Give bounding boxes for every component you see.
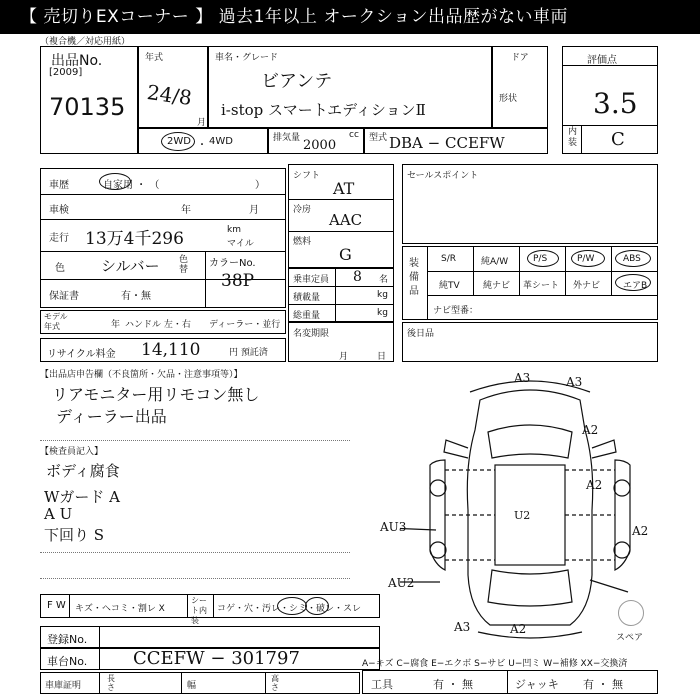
chassis-row	[40, 648, 380, 670]
year-label: 年式	[145, 53, 164, 63]
car-grade: i-stop スマートエディションⅡ	[221, 101, 426, 119]
mark-right-a2b: A2	[586, 478, 603, 492]
condition-items-2: コゲ・穴・汚レ・シミ・破レ・スレ	[217, 604, 362, 614]
interior-grade: C	[611, 129, 625, 150]
recycle-unit: 円 預託済	[229, 348, 268, 358]
history-close: ）	[255, 180, 265, 191]
form-note: （複合機／対応用紙）	[40, 37, 131, 47]
condition-items: キズ・ヘコミ・割レ X	[75, 604, 165, 614]
car-name-box	[208, 46, 492, 128]
model-label: 型式	[369, 133, 388, 143]
equipment-label: 装備品	[409, 258, 419, 297]
tools-row	[362, 670, 658, 694]
registration-label: 登録No.	[47, 633, 88, 646]
color-no-label: カラーNo.	[209, 258, 256, 269]
equip-ext-navi: 外ナビ	[573, 281, 601, 291]
inspector-label: 【検査員記入】	[40, 447, 104, 457]
mileage-label: 走行	[49, 233, 69, 244]
drive-box	[138, 128, 268, 154]
cert-width: 幅	[187, 681, 197, 691]
mileage-value: 13万4千296	[85, 229, 184, 249]
ac-label: 冷房	[293, 205, 312, 215]
model-year-unit: 年	[111, 320, 121, 330]
door-label: ドア	[511, 53, 529, 63]
condition-stain-circle	[277, 597, 307, 615]
color-change-label: 色替	[179, 255, 189, 275]
equipment-box	[402, 246, 658, 320]
mark-front-a3-right: A3	[566, 375, 583, 389]
score-box	[562, 46, 658, 154]
mark-front-a3-left: A3	[514, 371, 531, 385]
spare-label: スペア	[616, 633, 644, 643]
condition-mark-circle	[305, 597, 329, 615]
displacement-unit: cc	[349, 130, 359, 140]
equip-sr: S/R	[441, 254, 456, 264]
seller-notes-label: 【出品店申告欄（不良箇所・欠品・注意事項等）】	[40, 370, 243, 380]
displacement-box	[268, 128, 364, 154]
jack-label: ジャッキ	[515, 678, 559, 691]
equip-navi: 純ナビ	[483, 281, 511, 291]
reg-change-label: 名変期限	[293, 329, 330, 339]
model-code: DBA − CCEFW	[389, 134, 505, 152]
capacity-box	[288, 268, 394, 322]
equip-pw: P/W	[577, 254, 595, 264]
km-unit: km	[227, 225, 241, 235]
capacity-unit: 名	[379, 275, 389, 285]
spare-tire-icon	[618, 600, 644, 626]
model-year-label: モデル年式	[44, 312, 68, 331]
shift-value: AT	[333, 179, 355, 198]
reg-change-month: 月	[339, 352, 349, 362]
mark-center-u2: U2	[514, 509, 531, 522]
month-unit: 月	[197, 118, 207, 128]
recycle-label: リサイクル料金	[47, 349, 116, 360]
displacement-label: 排気量	[273, 133, 301, 143]
fuel-value: G	[339, 245, 352, 264]
registration-row	[40, 626, 380, 648]
damage-code-legend: A−キズ C−腐食 E−エクボ S−サビ U−凹ミ W−補修 XX−交換済	[362, 659, 628, 669]
dealer-label: ディーラー・並行	[209, 320, 281, 330]
cert-length: 長さ	[107, 674, 115, 692]
mark-rear-a3: A3	[454, 620, 471, 634]
equip-aw: 純A/W	[481, 257, 509, 267]
mile-unit: マイル	[227, 239, 254, 249]
condition-row	[40, 594, 380, 625]
gross-unit: kg	[377, 308, 388, 318]
tools-label: 工具	[371, 678, 393, 691]
gross-label: 総重量	[293, 311, 321, 321]
reg-change-box	[288, 322, 394, 362]
equip-airbag: エアB	[623, 281, 648, 291]
fuel-label: 燃料	[293, 237, 312, 247]
spec-box	[288, 164, 394, 268]
warranty-label: 保証書	[49, 291, 79, 302]
mark-left-au2: AU2	[388, 576, 415, 590]
history-options: 自家用 ・ （	[103, 180, 160, 191]
lot-number-box	[40, 46, 138, 154]
lot-sub: [2009]	[49, 67, 83, 78]
model-code-box	[364, 128, 548, 154]
recycle-row	[40, 338, 286, 362]
load-unit: kg	[377, 290, 388, 300]
shift-label: シフト	[293, 171, 321, 181]
lot-number: 70135	[49, 93, 126, 121]
year-value: 24/8	[145, 79, 194, 111]
equip-abs: ABS	[623, 254, 641, 264]
condition-sheet: シート内装	[191, 596, 207, 625]
chassis-label: 車台No.	[47, 655, 88, 668]
door-shape-box	[492, 46, 548, 128]
car-name: ビアンテ	[261, 71, 333, 92]
later-date-box	[402, 322, 658, 362]
inspector-line-1: ボディ腐食	[46, 462, 120, 480]
warranty-options: 有・無	[121, 291, 151, 302]
vehicle-info-table	[40, 168, 286, 308]
load-label: 積載量	[293, 293, 321, 303]
history-label: 車歴	[49, 180, 69, 191]
navi-model-label: ナビ型番：	[433, 306, 479, 316]
drive-sep: ・	[197, 140, 207, 151]
reg-change-day: 日	[377, 352, 387, 362]
sales-points-box	[402, 164, 658, 244]
displacement-value: 2000	[303, 138, 337, 153]
cert-label: 車庫証明	[45, 681, 82, 691]
mark-right-a2c: A2	[632, 524, 649, 538]
recycle-value: 14,110	[141, 340, 201, 360]
score-value: 3.5	[593, 87, 638, 120]
later-date-label: 後日品	[407, 329, 435, 339]
inspector-line-4: 下回り S	[44, 526, 105, 544]
score-label: 評価点	[587, 55, 617, 66]
color-no-value: 38P	[221, 271, 255, 291]
color-value: シルバー	[101, 257, 160, 275]
equip-tv: 純TV	[439, 281, 460, 291]
cert-height: 高さ	[271, 674, 279, 692]
banner-title: 【 売切りEXコーナー 】 過去1年以上 オークション出品歴がない車両	[0, 0, 700, 34]
mark-right-a2: A2	[582, 423, 599, 437]
capacity-value: 8	[353, 269, 362, 285]
jack-options: 有 ・ 無	[583, 678, 623, 691]
chassis-value: CCEFW − 301797	[133, 648, 300, 669]
capacity-label: 乗車定員	[293, 275, 330, 285]
seller-note-1: リアモニター用リモコン無し	[52, 385, 260, 404]
inspector-line-3: A U	[44, 505, 73, 523]
equip-ps: P/S	[533, 254, 548, 264]
drive-2wd: 2WD	[167, 136, 191, 147]
inspector-line-2: Wガード A	[44, 488, 121, 506]
sales-points-label: セールスポイント	[407, 171, 479, 181]
cert-row	[40, 672, 360, 694]
equip-leather: 革シート	[523, 281, 560, 291]
car-name-label: 車名・グレード	[215, 53, 279, 63]
mark-left-au3: AU3	[380, 520, 407, 534]
ac-value: AAC	[329, 211, 363, 229]
shape-label: 形状	[499, 94, 518, 104]
lot-label: 出品No.	[51, 53, 103, 69]
handle-label: ハンドル 左・右	[125, 320, 191, 330]
year-box	[138, 46, 208, 128]
color-label: 色	[55, 263, 65, 274]
inspection-month-unit: 月	[249, 205, 259, 216]
interior-label: 内装	[568, 127, 578, 148]
inspection-label: 車検	[49, 205, 69, 216]
model-year-row	[40, 310, 286, 334]
condition-fw: F W	[47, 600, 66, 611]
drive-4wd: 4WD	[209, 136, 233, 147]
tools-options: 有 ・ 無	[433, 678, 473, 691]
mark-rear-a2: A2	[510, 622, 527, 636]
inspection-year-unit: 年	[181, 205, 191, 216]
seller-note-2: ディーラー出品	[56, 407, 167, 426]
